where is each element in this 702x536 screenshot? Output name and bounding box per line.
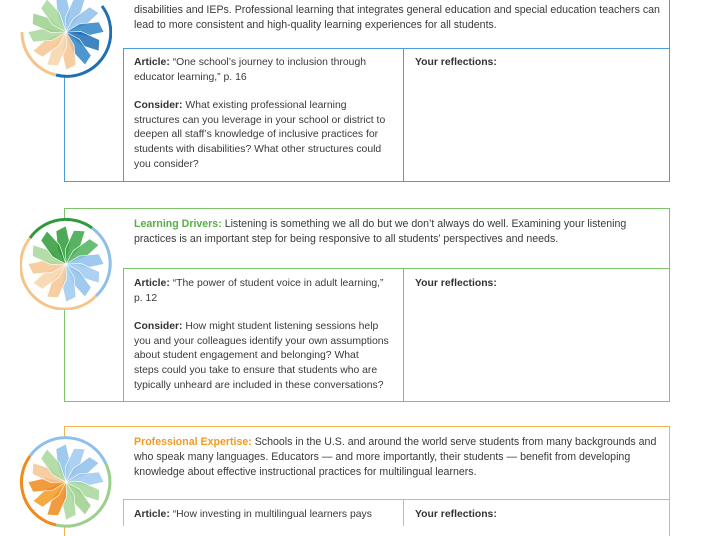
- section-1-consider-line-5: you consider?: [134, 158, 199, 170]
- section-2-table-divider: [123, 268, 669, 269]
- section-3-reflections-label: Your reflections:: [415, 509, 497, 520]
- section-1-emblem-icon: [20, 0, 112, 78]
- section-2-article-label: Article:: [134, 278, 170, 289]
- section-1-article-cell: [134, 56, 398, 172]
- section-3-article-title-line-1: “How investing in multilingual learners pays: [172, 509, 372, 520]
- section-3-article-cell: [134, 508, 398, 523]
- section-2-consider-label: Consider:: [134, 321, 183, 333]
- section-3-table-divider: [123, 499, 669, 500]
- section-3-reflections-area[interactable]: [404, 520, 669, 526]
- section-1-article-title-line-1: “One school’s journey to inclusion through: [172, 57, 367, 68]
- section-2-intro-line-1: Listening is something we all do but we don’t always do well. Examining your listening: [224, 218, 627, 230]
- section-3-article-label: Article:: [134, 509, 170, 520]
- section-2-consider-line-5: typically unheard are included in these conversations?: [134, 379, 384, 391]
- section-1-intro-line-2: lead to more consistent and high-quality learning experiences for all students.: [134, 19, 497, 31]
- section-1-consider-line-3: deepen all staff’s knowledge of inclusive practices for: [134, 129, 379, 141]
- section-3-intro-line-1: Schools in the U.S. and around the world serve students from many backgrounds and: [254, 436, 657, 448]
- section-2-intro-label: Learning Drivers:: [134, 218, 222, 230]
- section-1-consider: [134, 99, 398, 172]
- section-3-intro-label: Professional Expertise:: [134, 436, 252, 448]
- section-2-intro-line-2: practices is an important step for being responsive to all students’ perspectives and needs.: [134, 233, 559, 245]
- section-2-consider-line-2: you and your colleagues identify your own assumptions: [134, 335, 389, 347]
- section-2-reflections-label: Your reflections:: [415, 278, 497, 289]
- section-2-consider-line-1: How might student listening sessions help: [185, 321, 379, 333]
- section-3-emblem-icon: [20, 436, 112, 528]
- section-2-article-cell: [134, 277, 398, 393]
- section-2-consider-line-4: steps could you take to ensure that students who are: [134, 364, 378, 376]
- section-1-left-column-line: [123, 48, 124, 181]
- section-2-article-title-line-2: p. 12: [134, 292, 158, 304]
- section-1-consider-label: Consider:: [134, 100, 183, 112]
- section-2-emblem-icon: [20, 218, 112, 310]
- section-1-consider-line-2: structures can you leverage in your school or district to: [134, 114, 386, 126]
- section-1-intro-line-1: disabilities and IEPs. Professional learning that integrates general education and special education teachers can: [134, 4, 660, 16]
- section-3-left-column-line: [123, 499, 124, 526]
- section-1-intro: [134, 3, 664, 33]
- section-3-intro-line-2: who speak many languages. Educators — and more importantly, their students — benefit from developing: [134, 451, 631, 463]
- section-2-consider-line-3: about student engagement and belonging? What: [134, 350, 359, 362]
- section-3-intro: [134, 435, 664, 480]
- section-1-article-label: Article:: [134, 57, 170, 68]
- section-2-consider: [134, 320, 398, 393]
- section-1-consider-line-1: What existing professional learning: [185, 100, 347, 112]
- section-3-intro-line-3: knowledge about effective instructional practices for multilingual learners.: [134, 466, 477, 478]
- section-1-reflections-label: Your reflections:: [415, 57, 497, 68]
- section-2-intro: [134, 217, 664, 247]
- section-2-reflections-area[interactable]: [404, 292, 669, 401]
- section-2-article-title-line-1: “The power of student voice in adult learning,”: [172, 278, 384, 289]
- section-1-table-divider: [123, 48, 669, 49]
- section-2-left-column-line: [123, 268, 124, 401]
- section-1-consider-line-4: students with disabilities? What other structures could: [134, 143, 382, 155]
- section-1-article-title-line-2: educator learning,” p. 16: [134, 71, 247, 83]
- section-1-reflections-area[interactable]: [404, 72, 669, 181]
